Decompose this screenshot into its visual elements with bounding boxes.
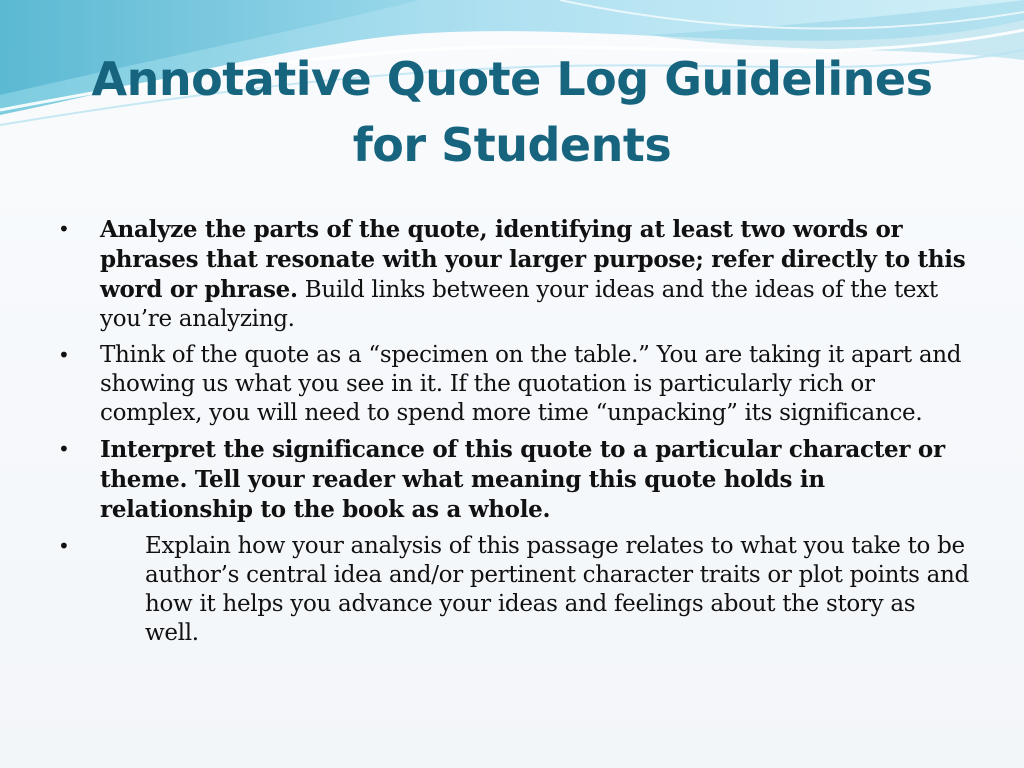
bullet-icon: • — [58, 437, 70, 461]
bullet-text: Think of the quote as a “specimen on the table.” You are taking it apart and showing us what you see in it. If the quotation is particularly rich or complex, you will need to spend more time “unpacking” its significance. — [100, 342, 962, 426]
guideline-list — [56, 215, 976, 655]
list-item — [56, 532, 976, 648]
page-title — [40, 46, 984, 178]
bullet-icon: • — [58, 343, 70, 367]
bullet-text: Explain how your analysis of this passage relates to what you take to be author’s central idea and/or pertinent character traits or plot points and how it helps you advance your ideas and feelings about the story as well. — [145, 533, 969, 646]
bullet-text: Build links between your ideas and the ideas of the text you’re analyzing. — [100, 277, 938, 332]
bullet-bold-text: Analyze the parts of the quote, identifying at least two words or phrases that resonate with your larger purpose; refer directly to this word or phrase. — [100, 216, 966, 303]
bullet-icon: • — [58, 534, 70, 558]
bullet-icon: • — [58, 217, 70, 241]
title-line-1: Annotative Quote Log Guidelines — [91, 52, 933, 106]
title-line-2: for Students — [352, 118, 672, 172]
list-item — [56, 215, 976, 334]
bullet-bold-text: Interpret the significance of this quote to a particular character or theme. Tell your reader what meaning this quote holds in relationship to the book as a whole. — [100, 436, 945, 523]
list-item — [56, 341, 976, 428]
list-item — [56, 435, 976, 525]
